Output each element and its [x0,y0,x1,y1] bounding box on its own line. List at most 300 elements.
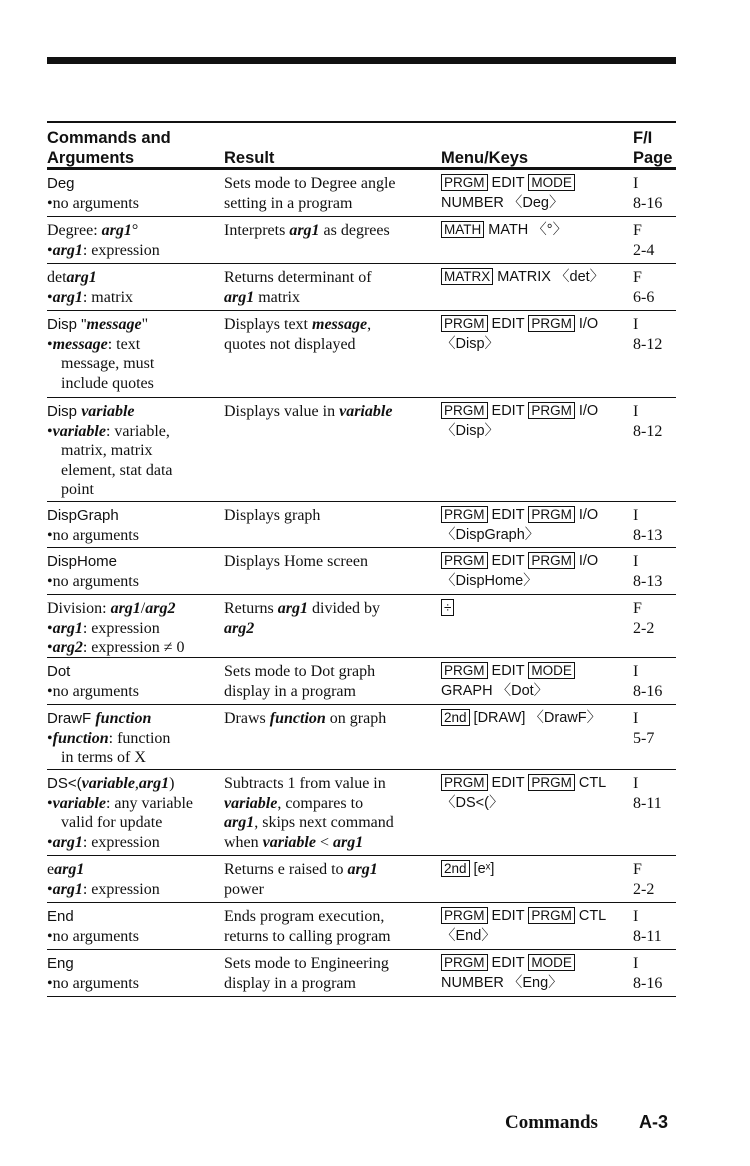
text-line: I [633,403,639,420]
calculator-key: PRGM [528,907,575,924]
argument-text: arg2 [145,600,176,617]
text-fragment: [DRAW] 〈DrawF〉 [469,710,602,726]
text-fragment: when [224,833,263,851]
text-fragment: NUMBER 〈Eng〉 [441,974,563,991]
text-fragment: I/O [574,507,599,523]
text-line [224,315,440,335]
table-row [47,217,676,264]
result-cell [224,174,440,213]
argument-text: arg1 [52,833,83,851]
result-cell [224,954,440,993]
table-row [47,595,676,658]
text-fragment: : expression [82,880,160,898]
command-cell [47,268,223,307]
argument-text: arg1 [101,222,132,239]
text-line: •no arguments [47,526,139,544]
text-line [224,833,440,853]
text-fragment: EDIT [487,175,529,191]
text-line: I [633,710,639,727]
argument-text: arg1 [347,861,378,878]
text-line [441,954,631,974]
text-fragment: I/O [574,316,599,332]
text-fragment: • [47,833,53,851]
text-line: •no arguments [47,682,139,700]
fi-page-cell [633,315,673,354]
text-fragment: • [47,729,53,747]
text-line [224,860,440,880]
text-line [47,638,223,658]
text-fragment: : expression [82,241,160,259]
argument-text: arg1 [52,619,83,637]
text-fragment: EDIT [487,663,529,679]
text-fragment: : any variable [105,794,194,812]
command-cell [47,907,223,946]
text-line: I [633,908,639,925]
table-row [47,170,676,217]
calculator-key: ÷ [441,599,454,616]
text-line: display in a program [224,682,356,700]
command-cell [47,402,223,500]
text-line: F [633,222,642,239]
argument-text: arg1 [52,288,83,306]
text-fragment: MATH 〈°〉 [484,222,568,238]
argument-text: arg1 [224,814,255,831]
text-line: include quotes [61,374,154,392]
text-line: I [633,553,639,570]
table-row [47,950,676,997]
text-fragment: 〈DispHome〉 [441,572,538,589]
calculator-key: 2nd [441,709,470,726]
command-cell [47,860,223,899]
command-cell [47,315,223,393]
menu-keys-cell [441,268,631,288]
fi-page-cell [633,860,673,899]
text-line [441,927,631,947]
text-line: element, stat data [61,461,173,479]
fi-page-cell [633,221,673,260]
text-fragment: Disp " [47,316,87,333]
table-header [47,121,676,170]
result-cell [224,599,440,638]
argument-text: message [86,316,142,333]
text-line: Dot [47,663,71,680]
text-fragment: Interprets [224,222,290,239]
argument-text: arg1 [66,269,97,286]
text-line: I [633,175,639,192]
calculator-key: MODE [528,954,575,971]
calculator-key: PRGM [441,774,488,791]
calculator-key: MATH [441,221,484,238]
fi-page-cell [633,599,673,638]
text-line: Returns determinant of [224,269,372,286]
argument-text: arg1 [52,241,83,259]
result-cell [224,402,440,422]
argument-text: function [269,710,326,727]
text-line: I [633,955,639,972]
text-line: matrix, matrix [61,442,153,459]
text-line [224,794,440,814]
text-line [47,860,223,880]
argument-text: variable [262,833,316,851]
argument-text: variable [52,422,106,440]
menu-keys-cell [441,402,631,441]
text-line [224,288,440,308]
text-line: •no arguments [47,572,139,590]
calculator-key: PRGM [441,506,488,523]
text-fragment: • [47,619,53,637]
text-line: 8-11 [633,927,662,945]
calculator-key: PRGM [441,954,488,971]
table-row [47,311,676,398]
text-fragment: Draws [224,710,270,727]
calculator-key: MODE [528,174,575,191]
calculator-key: PRGM [441,315,488,332]
text-line: 8-11 [633,794,662,812]
menu-keys-cell [441,954,631,993]
text-line [441,506,631,526]
text-line: I [633,316,639,333]
text-line [224,599,440,619]
text-fragment: 〈Disp〉 [441,422,500,439]
text-fragment: , [367,316,372,333]
text-fragment: CTL [574,775,607,791]
text-fragment: I/O [574,553,599,569]
text-line [47,221,223,241]
text-fragment: EDIT [487,908,529,924]
text-line: 8-12 [633,335,663,353]
text-line [441,402,631,422]
text-fragment: 〈DispGraph〉 [441,526,540,543]
text-fragment: EDIT [487,316,529,332]
table-row [47,398,676,502]
text-fragment: DS<( [47,775,82,792]
text-line [224,813,440,833]
text-fragment: , [134,775,139,792]
command-cell [47,174,223,213]
menu-keys-cell [441,599,631,619]
argument-text: arg1 [277,600,309,617]
text-line: 8-12 [633,422,663,440]
menu-keys-cell [441,860,631,880]
header-menu-keys: Menu/Keys [441,149,529,167]
calculator-key: PRGM [441,907,488,924]
text-line [47,268,223,288]
result-cell [224,860,440,899]
argument-text: message [52,335,108,353]
text-fragment: Returns [224,600,278,617]
text-fragment: Returns e raised to [224,861,348,878]
text-fragment: , skips next command [254,814,394,831]
text-line [441,682,631,702]
text-line: valid for update [61,814,163,831]
text-fragment: EDIT [487,775,529,791]
argument-text: message [312,316,368,333]
text-fragment: • [47,422,53,440]
text-line: 2-2 [633,619,655,637]
text-line: power [224,880,264,898]
text-fragment: • [47,241,53,259]
text-line [224,221,440,241]
text-fragment: : function [108,729,171,747]
menu-keys-cell [441,221,631,241]
text-fragment: DrawF [47,710,96,727]
text-line: 8-16 [633,682,663,700]
result-cell [224,709,440,729]
result-cell [224,907,440,946]
argument-text: arg1 [52,880,83,898]
text-line: •no arguments [47,927,139,945]
text-fragment: as degrees [319,222,390,239]
text-fragment: : text [107,335,141,353]
argument-text: arg1 [224,288,255,306]
text-line [47,288,223,308]
calculator-key: PRGM [441,174,488,191]
top-rule [47,57,676,64]
argument-text: variable [81,775,135,792]
text-line [47,729,223,749]
text-line: in terms of X [61,749,146,766]
text-fragment: , compares to [277,794,364,812]
text-fragment: : matrix [82,288,134,306]
text-line [224,402,440,422]
text-fragment: Displays value in [224,403,340,420]
text-line [441,552,631,572]
text-line: I [633,775,639,792]
text-line: •no arguments [47,974,139,992]
fi-page-cell [633,506,673,545]
text-fragment: : expression [82,833,160,851]
text-fragment: ° [131,222,139,239]
header-result: Result [224,149,275,167]
calculator-key: PRGM [528,315,575,332]
text-fragment: e [47,861,55,878]
text-line: 8-13 [633,572,663,590]
calculator-key: MODE [528,662,575,679]
text-line [441,974,631,994]
text-fragment: • [47,639,53,656]
text-line [47,402,223,422]
text-fragment: Division: [47,600,111,617]
text-line: 5-7 [633,729,655,747]
text-fragment: on graph [325,710,387,727]
text-line [441,526,631,546]
text-fragment: Disp [47,403,82,420]
text-fragment: • [47,794,53,812]
table-row [47,705,676,770]
result-cell [224,552,440,572]
text-line [441,662,631,682]
text-line [47,619,223,639]
argument-text: arg2 [224,619,255,637]
fi-page-cell [633,709,673,748]
text-line: returns to calling program [224,927,391,945]
menu-keys-cell [441,506,631,545]
text-line [47,774,223,794]
result-cell [224,315,440,354]
text-line [441,794,631,814]
menu-keys-cell [441,174,631,213]
menu-keys-cell [441,662,631,701]
text-line [47,315,223,335]
command-cell [47,221,223,260]
text-line: Sets mode to Engineering [224,955,389,972]
fi-page-cell [633,662,673,701]
text-fragment: matrix [254,288,300,306]
text-line: quotes not displayed [224,335,356,353]
table-row [47,264,676,311]
calculator-key: PRGM [528,552,575,569]
text-fragment: ) [169,775,175,792]
fi-page-cell [633,402,673,441]
text-fragment: 〈DS<(〉 [441,794,504,811]
command-cell [47,709,223,768]
text-line: Sets mode to Degree angle [224,175,396,192]
table-row [47,658,676,705]
text-fragment: Degree: [47,222,102,239]
table-row [47,856,676,903]
text-line [47,880,223,900]
text-fragment: I/O [574,403,599,419]
result-cell [224,268,440,307]
table-row [47,548,676,595]
text-line [441,335,631,355]
text-fragment: : expression [82,619,160,637]
fi-page-cell [633,552,673,591]
text-line: setting in a program [224,194,353,212]
text-line: 2-2 [633,880,655,898]
command-cell [47,954,223,993]
calculator-key: MATRX [441,268,493,285]
menu-keys-cell [441,774,631,813]
text-line [441,194,631,214]
text-line: Displays graph [224,507,321,524]
text-fragment: < [315,833,334,851]
fi-page-cell [633,268,673,307]
command-cell [47,552,223,591]
text-line [47,833,223,853]
fi-page-cell [633,774,673,813]
text-line [441,860,631,880]
argument-text: arg1 [333,833,364,851]
command-cell [47,599,223,658]
calculator-key: PRGM [441,552,488,569]
text-fragment: • [47,335,53,353]
page-number: A-3 [639,1112,669,1132]
text-line: DispHome [47,553,118,570]
calculator-key: PRGM [441,402,488,419]
text-line [441,709,631,729]
fi-page-cell [633,174,673,213]
text-line: 8-13 [633,526,663,544]
text-line [47,335,223,355]
argument-text: arg1 [110,600,141,617]
text-line [441,572,631,592]
text-line: •no arguments [47,194,139,212]
text-fragment: EDIT [487,403,529,419]
text-line: Subtracts 1 from value in [224,775,386,792]
text-line: 8-16 [633,194,663,212]
result-cell [224,662,440,701]
result-cell [224,774,440,852]
text-fragment: 〈End〉 [441,927,496,944]
text-line: message, must [61,355,155,372]
text-line: DispGraph [47,507,119,524]
text-line: End [47,908,74,925]
text-fragment: NUMBER 〈Deg〉 [441,194,564,211]
text-line [224,619,440,639]
text-fragment: EDIT [487,507,529,523]
text-line: Eng [47,955,74,972]
text-fragment: det [47,269,67,286]
text-line: 6-6 [633,288,655,306]
calculator-key: PRGM [528,506,575,523]
text-line [441,774,631,794]
text-fragment: GRAPH 〈Dot〉 [441,682,549,699]
argument-text: arg1 [138,775,170,792]
text-line: 2-4 [633,241,655,259]
text-fragment: • [47,288,53,306]
menu-keys-cell [441,552,631,591]
text-line [47,599,223,619]
text-line: F [633,269,642,286]
text-fragment: : expression ≠ 0 [82,639,185,656]
text-fragment: EDIT [487,553,529,569]
result-cell [224,506,440,526]
text-line: Ends program execution, [224,908,385,925]
text-line [224,709,440,729]
text-fragment: " [141,316,149,333]
argument-text: arg1 [54,861,85,878]
text-fragment: MATRIX 〈det〉 [493,269,605,285]
text-line: Deg [47,175,75,192]
text-line [441,315,631,335]
text-line [441,599,631,619]
table-row [47,770,676,856]
text-fragment: divided by [308,600,381,617]
footer-section: Commands [505,1112,598,1133]
text-fragment: Displays text [224,316,312,333]
fi-page-cell [633,907,673,946]
calculator-key: PRGM [528,774,575,791]
result-cell [224,221,440,241]
text-line: 8-16 [633,974,663,992]
text-fragment: • [47,880,53,898]
table-row [47,502,676,548]
argument-text: arg2 [52,639,83,656]
text-fragment: [eˣ] [469,861,495,877]
argument-text: arg1 [289,222,320,239]
text-line [441,268,631,288]
command-cell [47,774,223,852]
argument-text: variable [339,403,393,420]
header-fi-page: F/I Page [633,129,673,167]
text-line: point [61,481,94,498]
text-line: F [633,861,642,878]
menu-keys-cell [441,907,631,946]
text-line [47,794,223,814]
text-line: F [633,600,642,617]
text-fragment: : variable, [105,422,170,440]
text-line: display in a program [224,974,356,992]
text-line: I [633,507,639,524]
text-line: I [633,663,639,680]
command-cell [47,662,223,701]
calculator-key: PRGM [441,662,488,679]
text-fragment: EDIT [487,955,529,971]
text-fragment: CTL [574,908,607,924]
text-line [47,709,223,729]
header-commands: Commands and Arguments [47,129,171,167]
